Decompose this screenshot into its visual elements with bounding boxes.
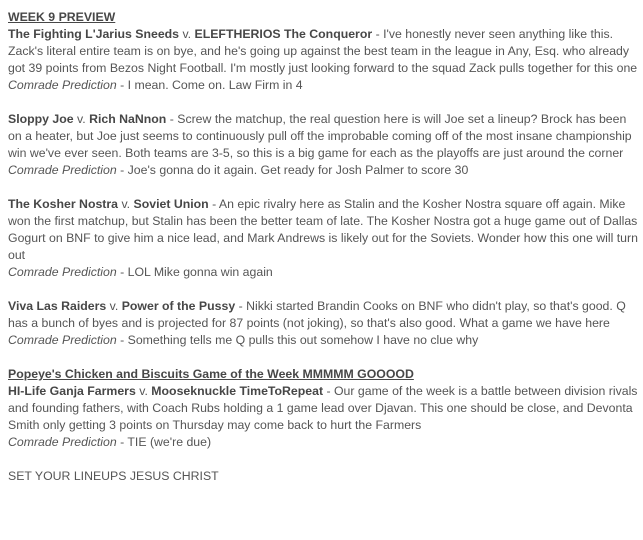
team-name: HI-Life Ganja Farmers: [8, 384, 136, 398]
team-name: ELEFTHERIOS The Conqueror: [194, 27, 373, 41]
matchup-body: - An epic rivalry here as Stalin and the Kosher Nostra square off again. Mike won the first matchup, but Stalin has been the better team of late. The Kosher Nostra got a huge game out of Dallas Gogurt on BNF to give him a nice lead, and Mark Andrews is likely out for the Soviets. Wonder how this one will turn out: [8, 197, 638, 262]
matchup-description: [8, 383, 638, 434]
prediction-line: [8, 434, 638, 451]
team-name: The Kosher Nostra: [8, 197, 119, 211]
prediction-line: [8, 264, 638, 281]
matchup-4: [8, 298, 638, 349]
matchup-body: - Nikki started Brandin Cooks on BNF who didn't play, so that's good. Q has a bunch of byes and is projected for 87 points (not joking), so that's also good. What a game we have here: [8, 299, 626, 330]
prediction-text: - Something tells me Q pulls this out somehow I have no clue why: [116, 333, 479, 347]
matchup-description: [8, 298, 638, 332]
prediction-line: [8, 162, 638, 179]
versus-label: v.: [121, 197, 131, 211]
matchup-description: [8, 111, 638, 162]
prediction-line: [8, 332, 638, 349]
prediction-line: [8, 77, 638, 94]
gotw-heading: Popeye's Chicken and Biscuits Game of the Week MMMMM GOOOOD: [8, 367, 414, 381]
matchup-body: - Screw the matchup, the real question here is will Joe set a lineup? Brock has been on a heater, but Joe just seems to continuously pull off the improbable coming off of the most insane championship win we've ever seen. Both teams are 3-5, so this is a big game for each as the playoffs are just around the corner: [8, 112, 632, 160]
section-heading: WEEK 9 PREVIEW: [8, 10, 116, 24]
team-name: Soviet Union: [133, 197, 209, 211]
versus-label: v.: [109, 299, 119, 313]
team-name: The Fighting L'Jarius Sneeds: [8, 27, 180, 41]
prediction-text: - LOL Mike gonna win again: [116, 265, 273, 279]
footer-callout: SET YOUR LINEUPS JESUS CHRIST: [8, 469, 219, 483]
versus-label: v.: [182, 27, 192, 41]
matchup-3: [8, 196, 638, 281]
team-name: Mooseknuckle TimeToRepeat: [151, 384, 324, 398]
matchup-1: [8, 26, 638, 94]
matchup-description: [8, 196, 638, 264]
matchup-description: [8, 26, 638, 77]
prediction-text: - TIE (we're due): [116, 435, 212, 449]
team-name: Power of the Pussy: [121, 299, 236, 313]
team-name: Viva Las Raiders: [8, 299, 107, 313]
prediction-label: Comrade Prediction: [8, 163, 117, 177]
versus-label: v.: [139, 384, 148, 398]
team-name: Rich NaNnon: [89, 112, 167, 126]
game-of-the-week: [8, 366, 638, 451]
matchup-body: - Our game of the week is a battle between division rivals and founding fathers, with Coach Rubs holding a 1 game lead over Djavan. This one should be close, and Devonta Smith only getting 3 points on Thursday may come back to hurt the Farmers: [8, 384, 638, 432]
prediction-label: Comrade Prediction: [8, 333, 117, 347]
prediction-text: - I mean. Come on. Law Firm in 4: [116, 78, 303, 92]
team-name: Sloppy Joe: [8, 112, 74, 126]
prediction-label: Comrade Prediction: [8, 265, 117, 279]
prediction-text: - Joe's gonna do it again. Get ready for Josh Palmer to score 30: [116, 163, 469, 177]
matchup-body: - I've honestly never seen anything like this. Zack's literal entire team is on bye, and he's going up against the best team in the league in Any, Esq. who already got 39 points from Bezos Night Football. I'm mostly just looking forward to the squad Zack pulls together for this one: [8, 27, 638, 75]
versus-label: v.: [77, 112, 86, 126]
matchup-2: [8, 111, 638, 179]
prediction-label: Comrade Prediction: [8, 435, 117, 449]
prediction-label: Comrade Prediction: [8, 78, 117, 92]
